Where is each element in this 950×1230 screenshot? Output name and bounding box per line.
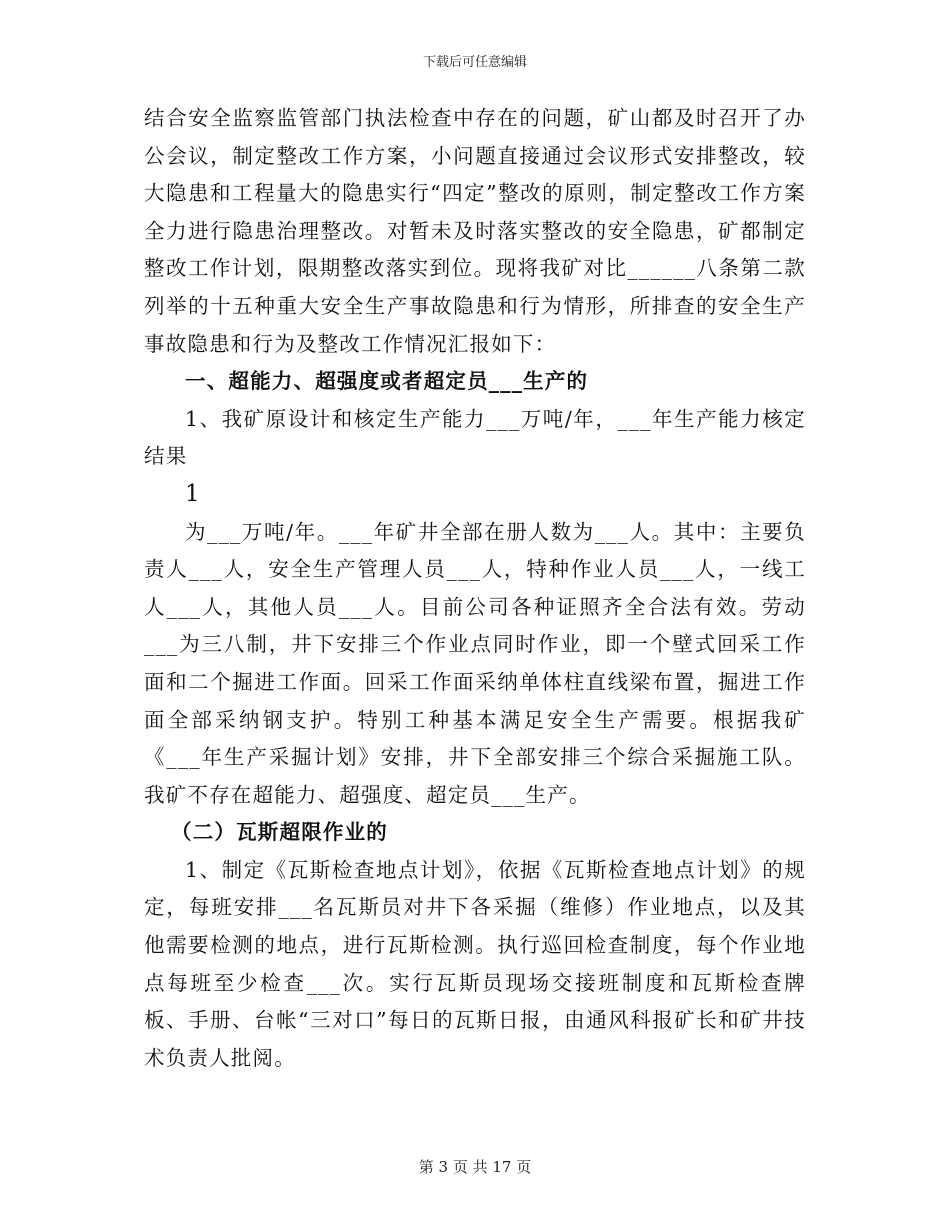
- page-header-note: 下载后可任意编辑: [422, 55, 527, 70]
- intro-paragraph: 结合安全监察监管部门执法检查中存在的问题，矿山都及时召开了办公会议，制定整改工作方案，小问题直接通过会议形式安排整改，较大隐患和工程量大的隐患实行“四定”整改的原则，制定整改工作方案全力进行隐患治理整改。对暂未及时落实整改的安全隐患，矿都制定整改工作计划，限期整改落实到位。现将我矿对比______八条第二款列举的十五种重大安全生产事故隐患和行为情形，所排查的安全生产事故隐患和行为及整改工作情况汇报如下：: [144, 106, 806, 356]
- item-1-paragraph: 1、我矿原设计和核定生产能力___万吨/年，___年生产能力核定结果: [144, 406, 806, 469]
- item-1-continuation-paragraph: 为___万吨/年。___年矿井全部在册人数为___人。其中：主要负责人___人，安全生产管理人员___人，特种作业人员___人，一线工人___人，其他人员___人。目前公司各种证照齐全合法有效。劳动___为三八制，井下安排三个作业点同时作业，即一个壁式回采工作面和二个掘进工作面。回采工作面采纳单体柱直线梁布置，掘进工作面全部采纳钢支护。特别工种基本满足安全生产需要。根据我矿《___年生产采掘计划》安排，井下全部安排三个综合采掘施工队。我矿不存在超能力、超强度、超定员___生产。: [144, 519, 806, 807]
- document-body: [144, 100, 806, 1077]
- item-2-paragraph: 1、制定《瓦斯检查地点计划》，依据《瓦斯检查地点计划》的规定，每班安排___名瓦斯员对井下各采掘（维修）作业地点，以及其他需要检测的地点，进行瓦斯检测。执行巡回检查制度，每个作业地点每班至少检查___次。实行瓦斯员现场交接班制度和瓦斯检查牌板、手册、台帐“三对口”每日的瓦斯日报，由通风科报矿长和矿井技术负责人批阅。: [144, 857, 806, 1070]
- section-heading-2: （二）瓦斯超限作业的: [171, 820, 388, 845]
- page-footer-number: 第 3 页 共 17 页: [418, 1158, 532, 1176]
- section-heading-1: 一、超能力、超强度或者超定员___生产的: [185, 369, 589, 394]
- stray-number-line: 1: [185, 480, 200, 507]
